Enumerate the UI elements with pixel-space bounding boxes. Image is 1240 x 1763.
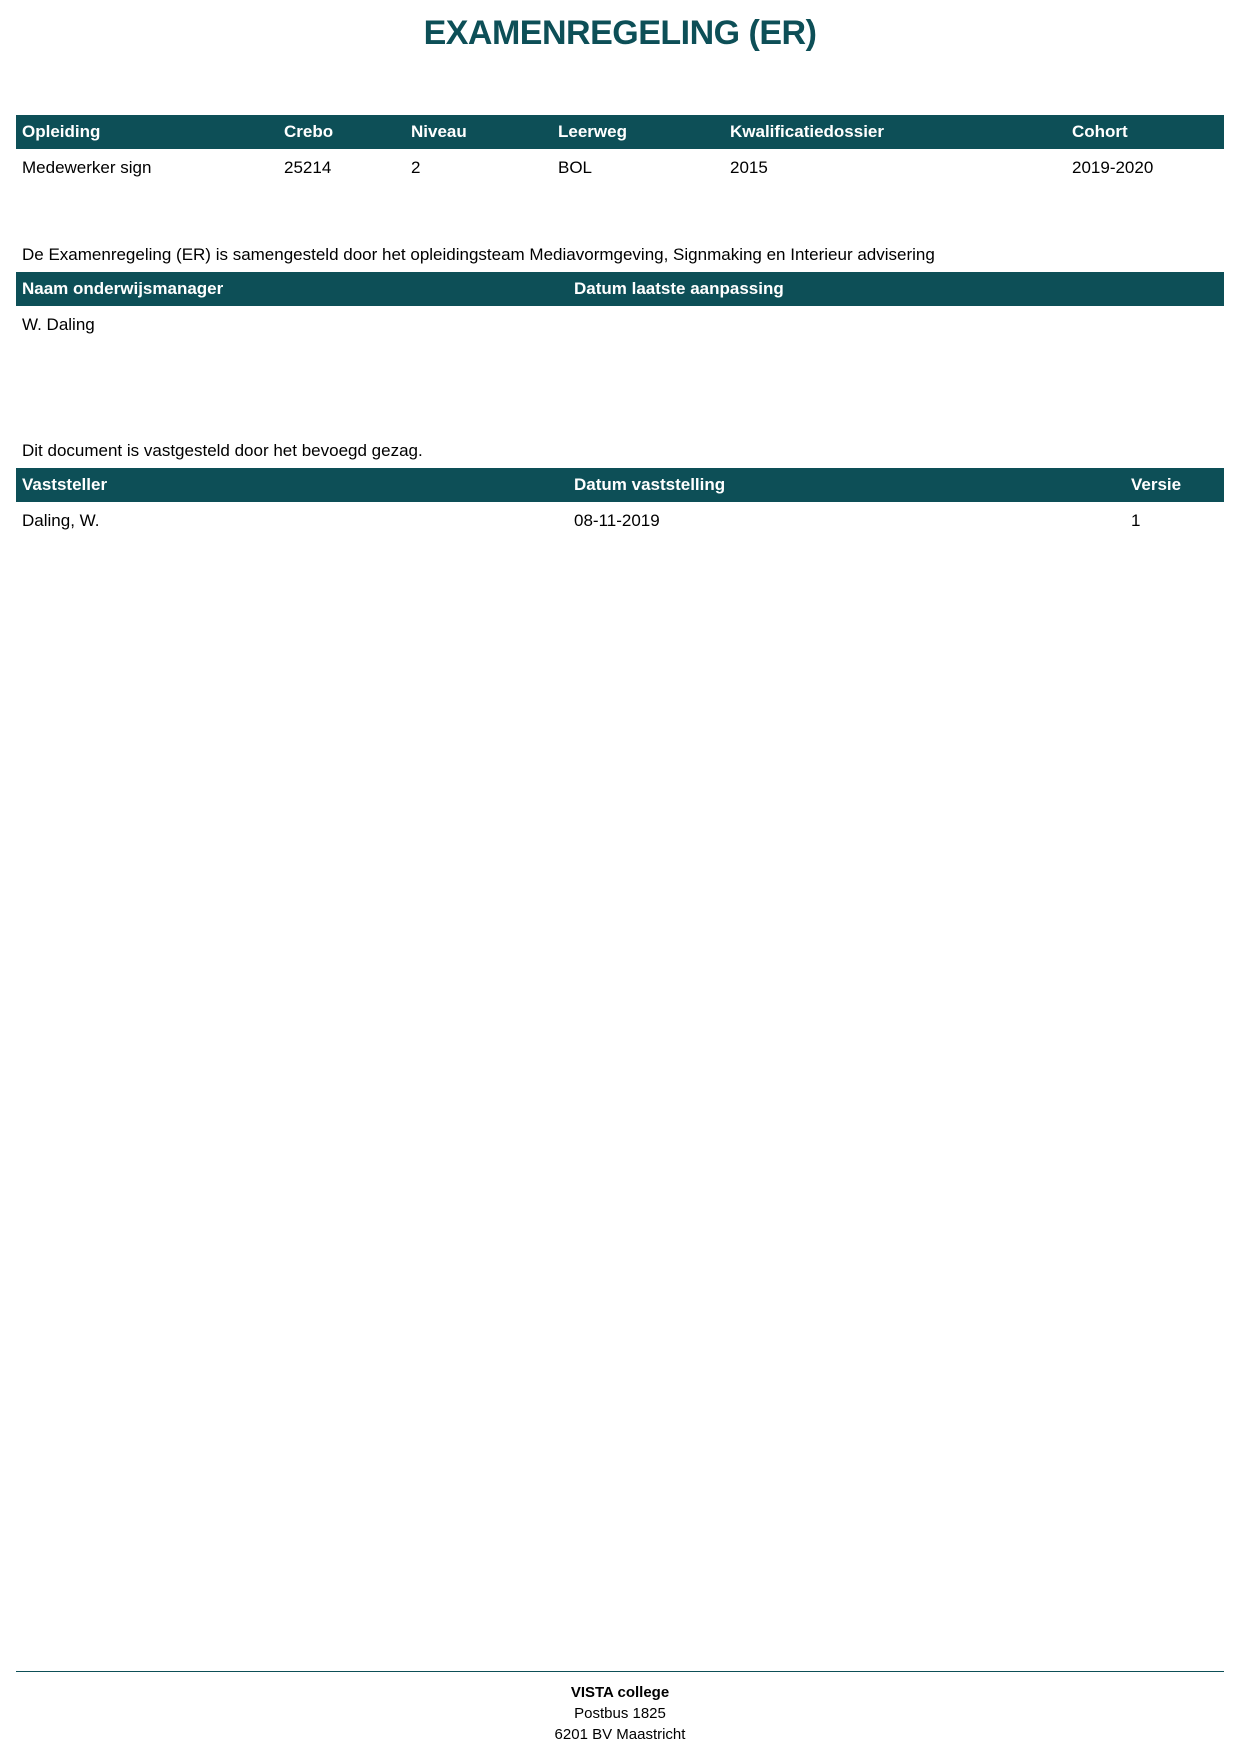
spacer-after-opleiding [16,186,1224,244]
vaststeller-table [16,468,1224,539]
cell-datum-laatste-aanpassing [568,306,1224,380]
cell-vaststeller: Daling, W. [16,502,568,539]
column-header-kwalificatiedossier: Kwalificatiedossier [724,115,1066,149]
vaststeller-table-body [16,502,1224,539]
table-header-row [16,115,1224,149]
spacer-top [16,53,1224,115]
cell-kwalificatiedossier: 2015 [724,149,1066,186]
opleiding-table-body [16,149,1224,186]
opleiding-table-head [16,115,1224,149]
page-footer [16,1671,1224,1745]
page-title: EXAMENREGELING (ER) [423,14,817,52]
table-row [16,306,1224,380]
cell-crebo: 25214 [278,149,405,186]
cell-datum-vaststelling: 08-11-2019 [568,502,1125,539]
column-header-versie: Versie [1125,468,1224,502]
table-header-row [16,272,1224,306]
column-header-niveau: Niveau [405,115,552,149]
column-header-datum-vaststelling: Datum vaststelling [568,468,1125,502]
manager-table-head [16,272,1224,306]
document-page [0,8,1240,1763]
footer-organisation: VISTA college [570,1684,670,1701]
manager-table-body [16,306,1224,380]
column-header-cohort: Cohort [1066,115,1224,149]
cell-niveau: 2 [405,149,552,186]
intro-text: De Examenregeling (ER) is samengesteld door het opleidingsteam Mediavormgeving, Signmaking en Interieur advisering [22,245,935,264]
column-header-opleiding: Opleiding [16,115,278,149]
cell-cohort: 2019-2020 [1066,149,1224,186]
column-header-crebo: Crebo [278,115,405,149]
column-header-datum-laatste-aanpassing: Datum laatste aanpassing [568,272,1224,306]
spacer-after-manager [16,380,1224,440]
opleiding-table [16,115,1224,186]
manager-table [16,272,1224,380]
vaststeller-table-head [16,468,1224,502]
cell-leerweg: BOL [552,149,724,186]
column-header-naam-onderwijsmanager: Naam onderwijsmanager [16,272,568,306]
footer-divider [16,1671,1224,1672]
footer-postbus: Postbus 1825 [574,1705,666,1722]
table-header-row [16,468,1224,502]
footer-city: 6201 BV Maastricht [554,1726,686,1743]
column-header-leerweg: Leerweg [552,115,724,149]
table-row [16,149,1224,186]
cell-naam-onderwijsmanager: W. Daling [16,306,568,380]
column-header-vaststeller: Vaststeller [16,468,568,502]
cell-versie: 1 [1125,502,1224,539]
vaststelling-text: Dit document is vastgesteld door het bevoegd gezag. [22,441,423,460]
table-row [16,502,1224,539]
cell-opleiding: Medewerker sign [16,149,278,186]
